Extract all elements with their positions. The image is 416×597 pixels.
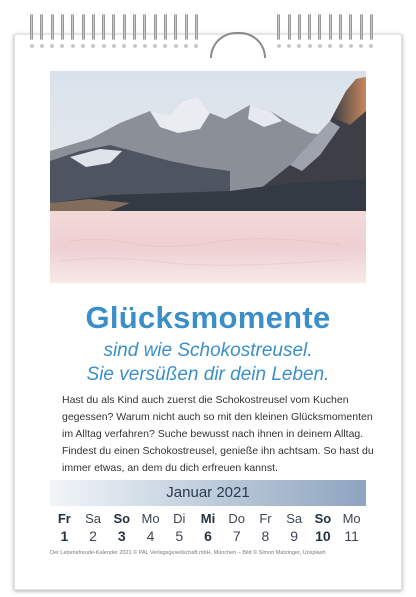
day-cell <box>194 510 222 545</box>
punch-hole <box>349 44 353 48</box>
day-cell <box>108 510 136 545</box>
body-line: immer etwas, an dem du dich erfreuen kannst. <box>62 462 278 474</box>
binding-ring <box>123 14 126 40</box>
subline-second: Sie versüßen dir dein Leben. <box>86 364 330 385</box>
binding-ring <box>370 14 373 40</box>
binding-ring <box>339 14 342 40</box>
footer-credits: Der Lebensfreude-Kalender 2021 © PAL Verlagsgesellschaft mbH, München – Bild © Simon Matzinger, Unsplash <box>50 550 326 556</box>
day-name: Do <box>228 511 246 526</box>
day-number: 8 <box>261 528 270 544</box>
day-number: 5 <box>175 528 184 544</box>
day-cell <box>280 510 308 545</box>
day-number: 6 <box>204 528 212 544</box>
binding-ring <box>40 14 43 40</box>
headline: Glücksmomente <box>85 300 331 335</box>
punch-hole <box>81 44 85 48</box>
day-cell <box>309 510 337 545</box>
day-name: Fr <box>259 511 272 526</box>
day-number: 11 <box>344 528 359 544</box>
binding-ring <box>174 14 177 40</box>
day-name: Sa <box>286 511 303 526</box>
day-cell <box>79 510 107 545</box>
binding-ring <box>71 14 74 40</box>
day-cell <box>50 510 78 545</box>
day-name: Sa <box>85 511 102 526</box>
spiral-binding <box>30 14 386 44</box>
subline-first: sind wie Schokostreusel. <box>103 340 313 361</box>
binding-ring <box>51 14 54 40</box>
day-name: Mo <box>141 511 160 526</box>
binding-ring <box>92 14 95 40</box>
binding-ring <box>349 14 352 40</box>
punch-hole <box>174 44 178 48</box>
punch-hole <box>71 44 75 48</box>
mountain-lake-photo <box>50 71 366 283</box>
punch-hole <box>277 44 281 48</box>
binding-ring <box>82 14 85 40</box>
day-name: So <box>113 511 131 526</box>
day-name: Mo <box>342 511 361 526</box>
day-number: 9 <box>290 528 299 544</box>
binding-ring <box>308 14 311 40</box>
body-line: im Alltag verfahren? Suche bewusst nach ihnen in deinem Alltag. <box>62 428 364 440</box>
binding-ring <box>318 14 321 40</box>
punch-hole <box>133 44 137 48</box>
binding-ring <box>112 14 115 40</box>
punch-hole <box>287 44 291 48</box>
day-cell <box>165 510 193 545</box>
punch-hole <box>308 44 312 48</box>
month-bar <box>50 480 366 506</box>
day-number: 3 <box>117 528 126 544</box>
punch-hole <box>143 44 147 48</box>
binding-ring <box>360 14 363 40</box>
day-number: 7 <box>232 528 241 544</box>
punch-hole <box>112 44 116 48</box>
hanger-hook <box>210 32 266 58</box>
month-label: Januar 2021 <box>166 484 250 501</box>
punch-hole <box>30 44 34 48</box>
binding-ring <box>164 14 167 40</box>
binding-ring <box>61 14 64 40</box>
day-number: 1 <box>60 528 69 544</box>
day-name: Fr <box>57 511 71 526</box>
day-cell <box>251 510 279 545</box>
binding-ring <box>277 14 280 40</box>
day-name: Di <box>173 511 186 526</box>
day-name: So <box>314 511 332 526</box>
day-cell <box>137 510 165 545</box>
day-cell <box>338 510 366 545</box>
body-line: Findest du einen Schokostreusel, genieße ihn achtsam. So hast du <box>62 445 374 457</box>
binding-ring <box>143 14 146 40</box>
binding-ring <box>102 14 105 40</box>
body-line: Hast du als Kind auch zuerst die Schokostreusel vom Kuchen <box>62 394 349 406</box>
day-name: Mi <box>200 511 216 526</box>
day-cell <box>223 510 251 545</box>
punch-hole <box>339 44 343 48</box>
binding-ring <box>30 14 33 40</box>
punch-hole <box>40 44 44 48</box>
binding-ring <box>195 14 198 40</box>
punch-hole <box>318 44 322 48</box>
mountain-landscape-image <box>50 71 366 283</box>
binding-ring <box>133 14 136 40</box>
binding-ring <box>154 14 157 40</box>
binding-ring <box>298 14 301 40</box>
day-number: 2 <box>89 528 97 544</box>
binding-ring <box>185 14 188 40</box>
binding-ring <box>329 14 332 40</box>
day-number: 10 <box>315 528 331 544</box>
punch-hole <box>102 44 106 48</box>
binding-ring <box>288 14 291 40</box>
punch-hole <box>184 44 188 48</box>
body-paragraph <box>62 392 374 477</box>
day-number: 4 <box>146 528 155 544</box>
day-strip <box>50 510 366 546</box>
body-line: gegessen? Warum nicht auch so mit den kleinen Glücksmomenten <box>62 411 373 423</box>
